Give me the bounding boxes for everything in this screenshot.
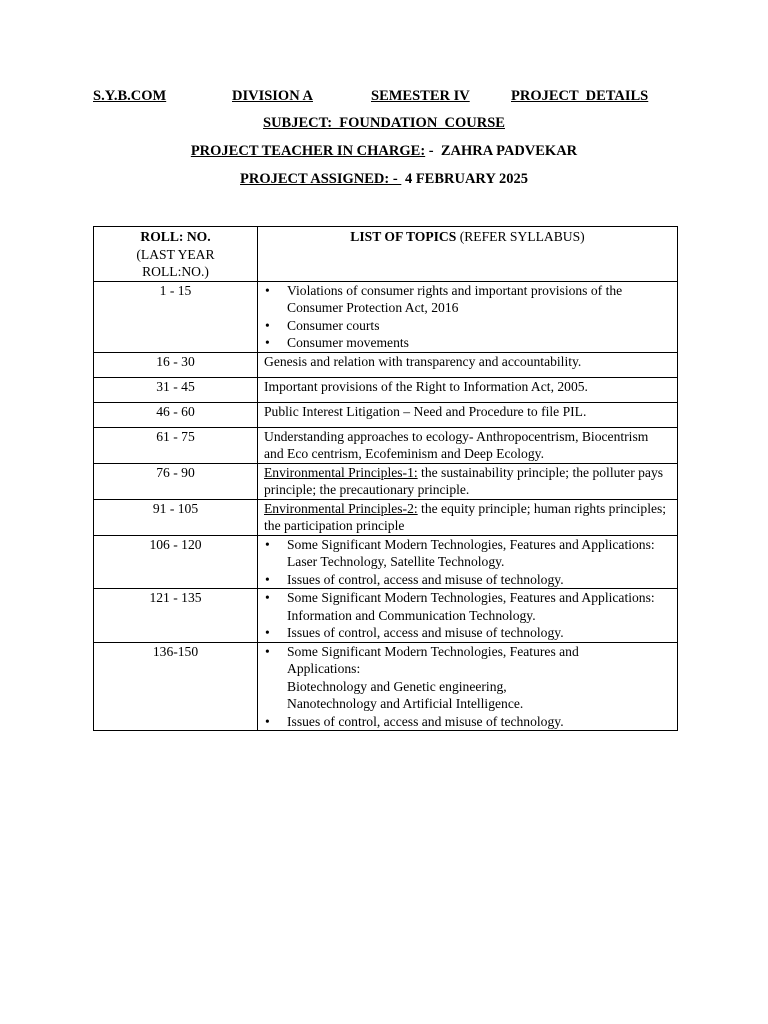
assigned-label: PROJECT ASSIGNED: - <box>240 171 402 187</box>
roll-cell: 106 - 120 <box>94 535 258 589</box>
roll-cell: 61 - 75 <box>94 427 258 463</box>
teacher-label: PROJECT TEACHER IN CHARGE: <box>190 143 426 159</box>
list-item-line: Nanotechnology and Artificial Intelligence. <box>287 696 524 711</box>
topics-header-rest: (REFER SYLLABUS) <box>456 229 585 244</box>
list-item: • Violations of consumer rights and important provisions of the Consumer Protection Act, 2016 <box>264 282 671 317</box>
roll-cell: 46 - 60 <box>94 402 258 427</box>
table-row <box>94 352 678 377</box>
list-item: • Issues of control, access and misuse of technology. <box>264 713 671 731</box>
topic-list <box>264 536 671 589</box>
division-label: DIVISION A <box>232 88 313 104</box>
roll-header-line1: ROLL: NO. <box>140 229 211 244</box>
table-row <box>94 377 678 402</box>
topic-cell <box>258 589 678 643</box>
table-row <box>94 427 678 463</box>
list-item: • Issues of control, access and misuse of technology. <box>264 571 671 589</box>
roll-header-cell <box>94 227 258 282</box>
roll-cell: 1 - 15 <box>94 281 258 352</box>
topic-list <box>264 643 671 731</box>
roll-cell: 31 - 45 <box>94 377 258 402</box>
roll-cell: 91 - 105 <box>94 499 258 535</box>
teacher-name: ZAHRA PADVEKAR <box>440 143 578 159</box>
topic-cell: Public Interest Litigation – Need and Procedure to file PIL. <box>258 402 678 427</box>
table-row <box>94 642 678 731</box>
class-label: S.Y.B.COM <box>93 88 167 104</box>
roll-cell: 121 - 135 <box>94 589 258 643</box>
list-item-line: • Some Significant Modern Technologies, Features and <box>287 643 579 659</box>
topic-cell <box>258 463 678 499</box>
teacher-separator: - <box>425 143 441 159</box>
semester-label: SEMESTER IV <box>371 88 470 104</box>
roll-header-line2: (LAST YEAR <box>136 246 215 262</box>
principle-heading: Environmental Principles-1: <box>264 464 418 480</box>
list-item: • Some Significant Modern Technologies, Features and Applications: Laser Technology, Satellite Technology. <box>264 536 671 571</box>
topic-cell: Important provisions of the Right to Information Act, 2005. <box>258 377 678 402</box>
principle-text: the sustainability principle; the polluter pays principle; the precautionary principle. <box>264 464 664 497</box>
subject-line <box>0 115 768 132</box>
roll-cell: 136-150 <box>94 642 258 731</box>
list-item: • Consumer courts <box>264 317 671 335</box>
teacher-line <box>0 143 768 160</box>
roll-cell: 76 - 90 <box>94 463 258 499</box>
table-row <box>94 281 678 352</box>
topic-cell: Understanding approaches to ecology- Anthropocentrism, Biocentrism and Eco centrism, Ecofeminism and Deep Ecology. <box>258 427 678 463</box>
project-details-label: PROJECT DETAILS <box>511 88 649 104</box>
roll-cell: 16 - 30 <box>94 352 258 377</box>
topic-cell <box>258 499 678 535</box>
topics-table <box>93 226 678 731</box>
table-row <box>94 499 678 535</box>
list-item: • Consumer movements <box>264 334 671 352</box>
topics-header-cell <box>258 227 678 282</box>
topic-list <box>264 589 671 642</box>
principle-heading: Environmental Principles-2: <box>264 500 418 516</box>
topics-header-bold: LIST OF TOPICS <box>350 229 457 244</box>
list-item: • Some Significant Modern Technologies, Features and Applications: Information and Communication Technology. <box>264 589 671 624</box>
subject-text: SUBJECT: FOUNDATION COURSE <box>263 115 505 131</box>
table-row <box>94 463 678 499</box>
topic-list <box>264 282 671 352</box>
topic-cell: Genesis and relation with transparency and accountability. <box>258 352 678 377</box>
list-item-line: Applications: <box>287 661 361 676</box>
table-row <box>94 535 678 589</box>
table-header-row <box>94 227 678 282</box>
roll-header-line3: ROLL:NO.) <box>142 264 209 279</box>
assigned-line <box>0 171 768 188</box>
list-item: • Issues of control, access and misuse of technology. <box>264 624 671 642</box>
topic-cell <box>258 535 678 589</box>
assigned-date: 4 FEBRUARY 2025 <box>401 171 528 187</box>
principle-text: the equity principle; human rights principles; the participation principle <box>264 500 667 533</box>
table-row <box>94 402 678 427</box>
list-item <box>264 643 671 713</box>
topic-cell <box>258 642 678 731</box>
list-item-line: Biotechnology and Genetic engineering, <box>287 678 507 694</box>
topic-cell <box>258 281 678 352</box>
table-row <box>94 589 678 643</box>
